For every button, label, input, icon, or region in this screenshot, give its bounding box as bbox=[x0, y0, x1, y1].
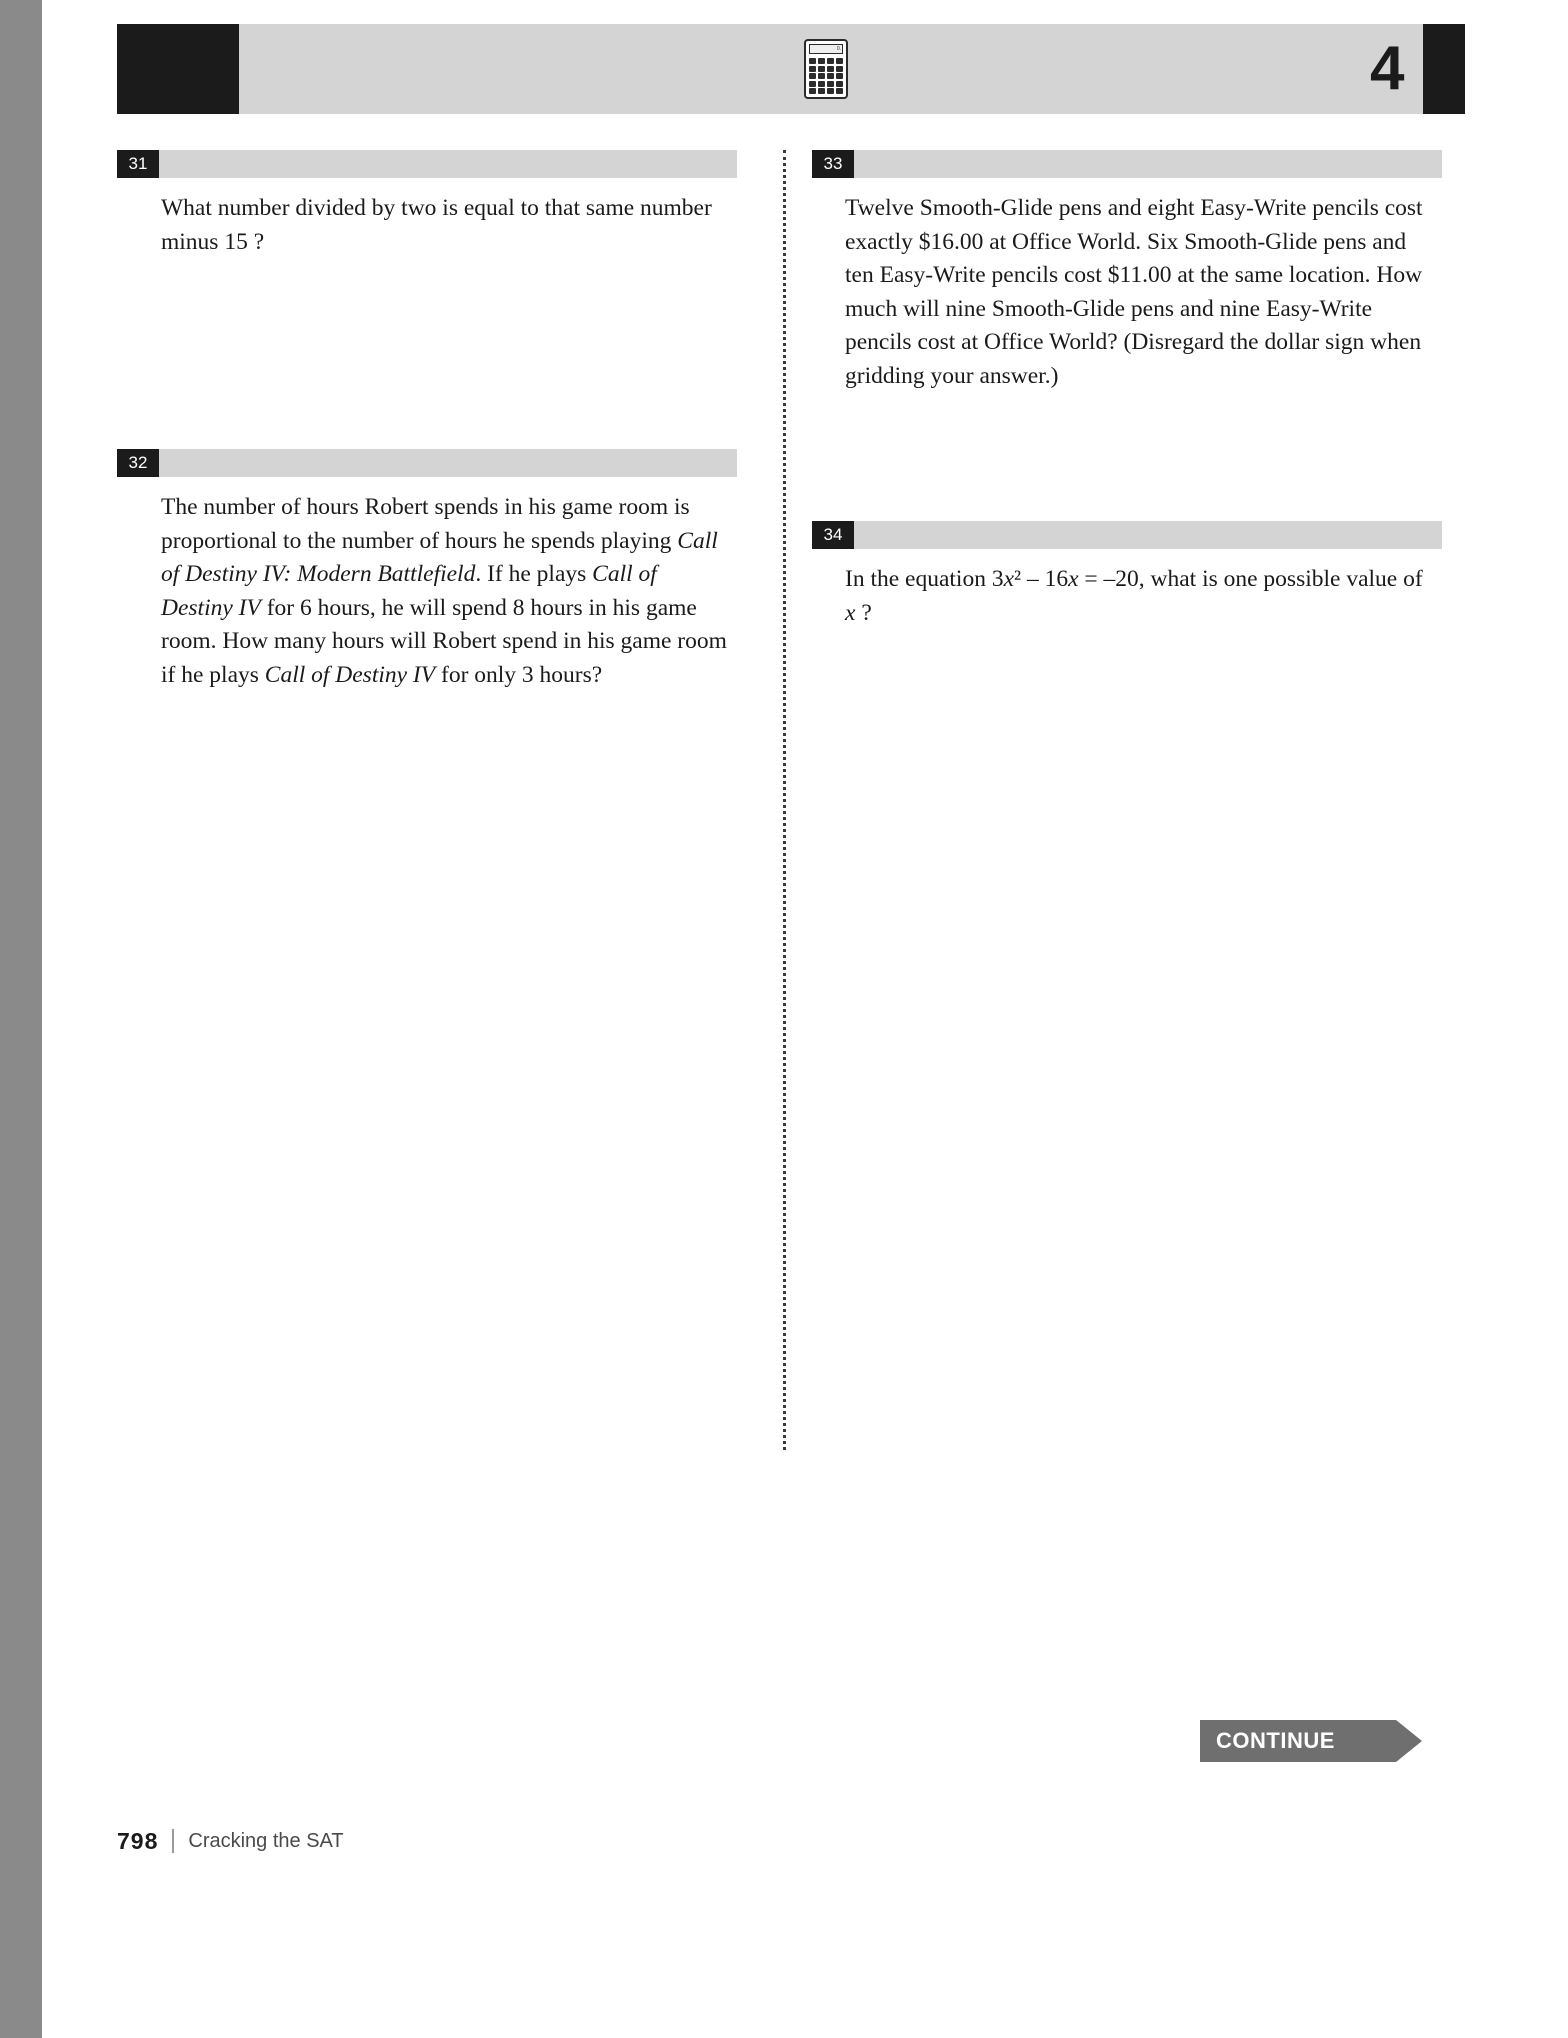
continue-banner bbox=[1200, 1720, 1422, 1762]
question-31-work-space bbox=[117, 259, 737, 449]
question-34-text: In the equation 3x² – 16x = –20, what is one possible value of x ? bbox=[845, 566, 1423, 626]
left-column bbox=[117, 150, 737, 692]
right-column bbox=[812, 150, 1442, 630]
continue-label: CONTINUE bbox=[1216, 1728, 1335, 1753]
question-31-header bbox=[117, 150, 737, 178]
question-number-badge: 33 bbox=[812, 150, 854, 178]
question-number-badge: 31 bbox=[117, 150, 159, 178]
question-33-work-space bbox=[812, 393, 1442, 521]
question-number-badge: 32 bbox=[117, 449, 159, 477]
question-32-text: The number of hours Robert spends in his game room is proportional to the number of hours he spends playing Call of Destiny IV: Modern Battlefield. If he plays Call of Destiny IV for 6 hours, he will spend 8 hours in his game room. How many hours will Robert spend in his game room if he plays Call of Destiny IV for only 3 hours? bbox=[161, 494, 727, 688]
question-31-text: What number divided by two is equal to that same number minus 15 ? bbox=[161, 195, 712, 255]
header-band bbox=[117, 24, 1465, 114]
calculator-keys bbox=[809, 58, 843, 94]
footer-divider bbox=[172, 1829, 174, 1853]
page-footer bbox=[117, 1826, 344, 1856]
question-33-header bbox=[812, 150, 1442, 178]
footer-page-number: 798 bbox=[117, 1827, 159, 1854]
footer-book-title: Cracking the SAT bbox=[188, 1829, 344, 1852]
column-divider bbox=[783, 150, 786, 1450]
calculator-screen: 0. bbox=[809, 44, 843, 54]
header-block-right bbox=[1423, 24, 1465, 114]
question-number-badge: 34 bbox=[812, 521, 854, 549]
question-32-header bbox=[117, 449, 737, 477]
page-bleed-bar bbox=[0, 0, 42, 2038]
continue-arrow-icon bbox=[1396, 1720, 1422, 1762]
question-33-text: Twelve Smooth-Glide pens and eight Easy-Write pencils cost exactly $16.00 at Office World. Six Smooth-Glide pens and ten Easy-Write pencils cost $11.00 at the same location. How much will nine Smooth-Glide pens and nine Easy-Write pencils cost at Office World? (Disregard the dollar sign when gridding your answer.) bbox=[845, 195, 1423, 389]
page-header bbox=[117, 24, 1465, 114]
page-content bbox=[42, 0, 1568, 2038]
question-34-header bbox=[812, 521, 1442, 549]
calculator-icon bbox=[804, 39, 850, 101]
section-number-right: 4 bbox=[1370, 34, 1405, 103]
section-number-left: 4 bbox=[177, 34, 212, 103]
